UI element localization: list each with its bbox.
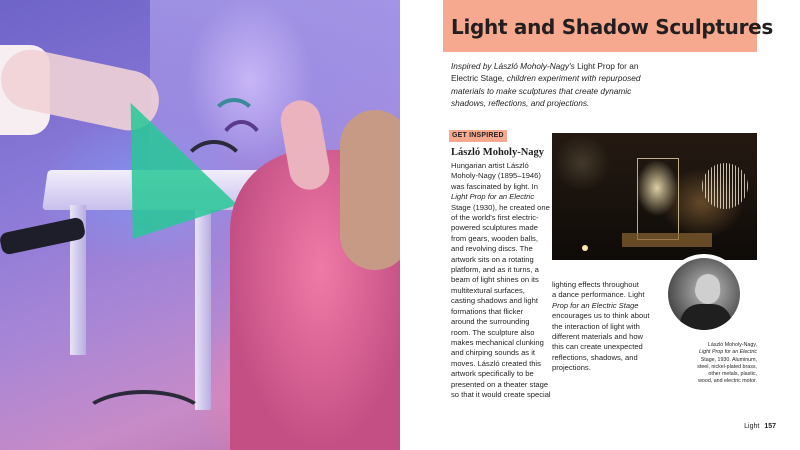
body-line: Moholy-Nagy (1895–1946) bbox=[451, 171, 541, 181]
body-line: Hungarian artist László bbox=[451, 161, 529, 170]
body-line: of the world's first electric- bbox=[451, 213, 539, 223]
body-line: Prop for an Electric Stage bbox=[552, 300, 639, 310]
body-line: Stage (1930), he created one bbox=[451, 202, 550, 212]
caption-line: Light Prop for an Electric bbox=[699, 349, 757, 356]
intro-italic-lead: Inspired by László Moholy-Nagy's bbox=[451, 61, 575, 71]
caption-line: László Moholy-Nagy, bbox=[707, 342, 757, 348]
body-line: platform, and as it turns, a bbox=[451, 265, 539, 275]
pipe-cleaner bbox=[210, 98, 258, 146]
body-line: a dance performance. Light bbox=[552, 290, 645, 300]
caption-line: other metals, plastic, bbox=[708, 371, 757, 378]
body-line: from gears, wooden balls, bbox=[451, 233, 538, 243]
page-number: 157 bbox=[764, 423, 776, 430]
body-line: Light Prop for an Electric bbox=[451, 192, 535, 202]
body-line: was fascinated by light. In bbox=[451, 181, 538, 191]
body-line: reflections, shadows, and bbox=[552, 352, 638, 362]
caption-line: wood, and electric motor. bbox=[698, 378, 757, 385]
body-line: so that it would create special bbox=[451, 389, 551, 399]
body-line: artwork sits on a rotating bbox=[451, 254, 534, 264]
body-line: presented on a theater stage bbox=[451, 379, 549, 389]
artist-name-heading: László Moholy-Nagy bbox=[451, 147, 545, 158]
body-line: this can create unexpected bbox=[552, 342, 643, 352]
body-line: and revolving discs. The bbox=[451, 244, 533, 254]
sculpture-disc bbox=[702, 163, 748, 209]
intro-italic-rest: , children experiment with repurposed materials to make sculptures that create dynamic shadows, reflections, and projections. bbox=[451, 73, 641, 108]
body-line: powered sculptures made bbox=[451, 223, 538, 233]
get-inspired-tag: GET INSPIRED bbox=[449, 130, 507, 142]
body-line: and chirping sounds as it bbox=[451, 348, 536, 358]
footer-section-name: Light bbox=[744, 423, 760, 430]
body-line: beam of light shines on its bbox=[451, 275, 539, 285]
artist-portrait bbox=[668, 258, 740, 330]
body-line: projections. bbox=[552, 363, 591, 373]
sculpture-light bbox=[582, 245, 588, 251]
body-line: multitextural surfaces, bbox=[451, 285, 525, 295]
body-line: casting shadows and light bbox=[451, 296, 538, 306]
pipe-cleaner bbox=[80, 390, 208, 448]
portrait-face bbox=[696, 274, 720, 304]
body-column-1 bbox=[451, 161, 551, 400]
caption-line: Stage, 1930. Aluminum, bbox=[700, 356, 757, 363]
stool-leg bbox=[195, 210, 211, 410]
intro-artwork-title: Light Prop for an Electric Stage bbox=[451, 61, 639, 84]
photo-caption bbox=[664, 342, 757, 386]
intro-paragraph bbox=[451, 60, 651, 109]
page-footer bbox=[700, 423, 776, 430]
body-line: room. The sculpture also bbox=[451, 327, 535, 337]
body-line: formations that flicker bbox=[451, 306, 524, 316]
body-line: around the surrounding bbox=[451, 317, 530, 327]
page-title: Light and Shadow Sculptures bbox=[451, 15, 774, 39]
child-hair bbox=[340, 110, 400, 270]
body-line: encourages us to think about bbox=[552, 311, 650, 321]
sculpture-frame bbox=[637, 158, 679, 240]
body-line: makes mechanical clunking bbox=[451, 337, 544, 347]
body-column-2 bbox=[552, 280, 648, 374]
body-line: moves. László created this bbox=[451, 358, 541, 368]
portrait-suit bbox=[680, 304, 732, 330]
body-line: the interaction of light with bbox=[552, 321, 640, 331]
body-line: lighting effects throughout bbox=[552, 280, 639, 289]
caption-line: steel, nickel-plated brass, bbox=[697, 363, 757, 370]
body-line: artwork specifically to be bbox=[451, 369, 534, 379]
sculpture-base bbox=[622, 233, 712, 247]
light-prop-sculpture-photo bbox=[552, 133, 757, 260]
body-line: different materials and how bbox=[552, 332, 644, 342]
